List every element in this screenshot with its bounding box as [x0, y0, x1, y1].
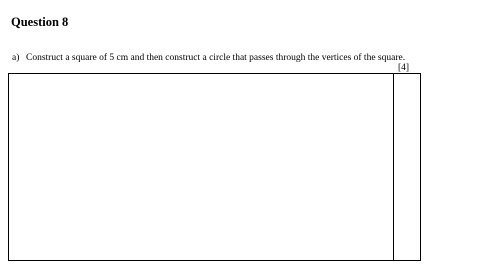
marks-column [394, 74, 420, 260]
question-heading: Question 8 [11, 15, 69, 29]
part-a-question-text: Construct a square of 5 cm and then construct a circle that passes through the vertices of the square. [26, 53, 406, 63]
marks-allocation: [4] [398, 63, 410, 73]
answer-space[interactable] [9, 74, 394, 260]
answer-table [8, 73, 421, 261]
part-a-label: a) [12, 53, 20, 63]
